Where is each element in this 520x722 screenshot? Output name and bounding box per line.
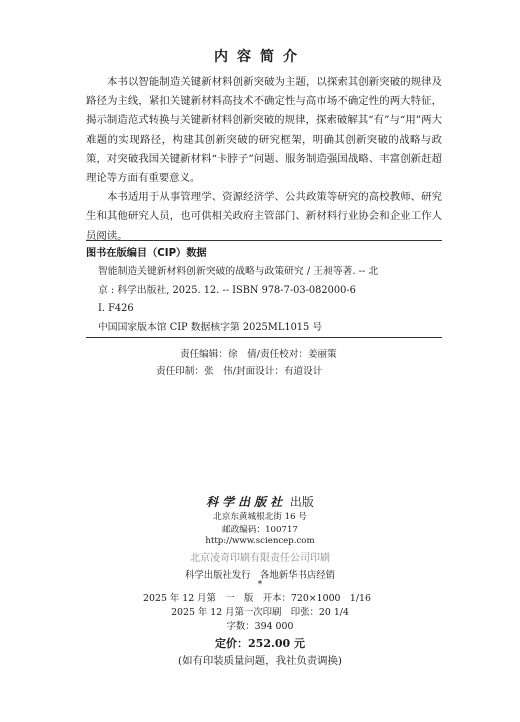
cip-record-number: 中国国家版本馆 CIP 数据核字第 2025ML1015 号 bbox=[98, 321, 323, 333]
quality-notice: (如有印装质量问题，我社负责调换) bbox=[178, 655, 342, 667]
publisher-postcode: 邮政编码：100717 bbox=[222, 525, 298, 535]
editor-credits: 责任编辑：徐 倩/责任校对：姜丽策 bbox=[180, 349, 337, 360]
edition-line: 2025 年 12 月第 一 版 开本：720×1000 1/16 bbox=[143, 593, 371, 604]
publisher-line bbox=[0, 493, 520, 510]
summary-paragraph-1: 本书以智能制造关键新材料创新突破为主题，以探索其创新突破的规律及路径为主线，紧扣关键新材料高技术不确定性与高市场不确定性的两大特征，揭示制造范式转换与关键新材料创新突破的规律，探索破解其“有”与“用”两大难题的实现路径，构建其创新突破的研究框架，明确其创新突破的战略与政策，对突破我国关键新材料“卡脖子”问题、服务制造强国战略、丰富创新赶超理论等方面有重要意义。 bbox=[86, 76, 442, 185]
cip-classification: Ⅰ. F426 bbox=[98, 303, 134, 314]
word-count: 字数：394 000 bbox=[226, 621, 294, 632]
summary-text bbox=[86, 73, 442, 246]
cip-heading: 图书在版编目（CIP）数据 bbox=[86, 248, 207, 259]
publisher-suffix: 出版 bbox=[289, 495, 314, 509]
summary-title: 内容简介 bbox=[214, 49, 306, 65]
printer-name: 北京凌奇印刷有限责任公司印刷 bbox=[190, 553, 330, 564]
publisher-website: http://www.sciencep.com bbox=[205, 536, 315, 546]
divider-bottom bbox=[86, 337, 442, 338]
cip-line-1: 智能制造关键新材料创新突破的战略与政策研究 / 王昶等著. -- 北 bbox=[98, 266, 379, 277]
star-separator: * bbox=[257, 580, 263, 590]
cip-block bbox=[86, 244, 442, 337]
publisher-logo: 科学出版社 bbox=[206, 495, 287, 509]
print-credits: 责任印制：张 伟/封面设计：有道设计 bbox=[156, 366, 323, 377]
distribution-info: 科学出版社发行 各地新华书店经销 bbox=[184, 570, 335, 581]
summary-paragraph-2: 本书适用于从事管理学、资源经济学、公共政策等研究的高校教师、研究生和其他研究人员，也可供相关政府主管部门、新材料行业协会和企业工作人员阅读。 bbox=[86, 191, 442, 242]
divider-top bbox=[86, 240, 442, 241]
cip-line-2: 京 : 科学出版社, 2025. 12. -- ISBN 978-7-03-082000-6 bbox=[98, 284, 356, 296]
price: 定价：252.00 元 bbox=[215, 637, 305, 650]
printing-line: 2025 年 12 月第一次印刷 印张：20 1/4 bbox=[171, 607, 349, 618]
publisher-address: 北京东黄城根北街 16 号 bbox=[213, 512, 307, 522]
